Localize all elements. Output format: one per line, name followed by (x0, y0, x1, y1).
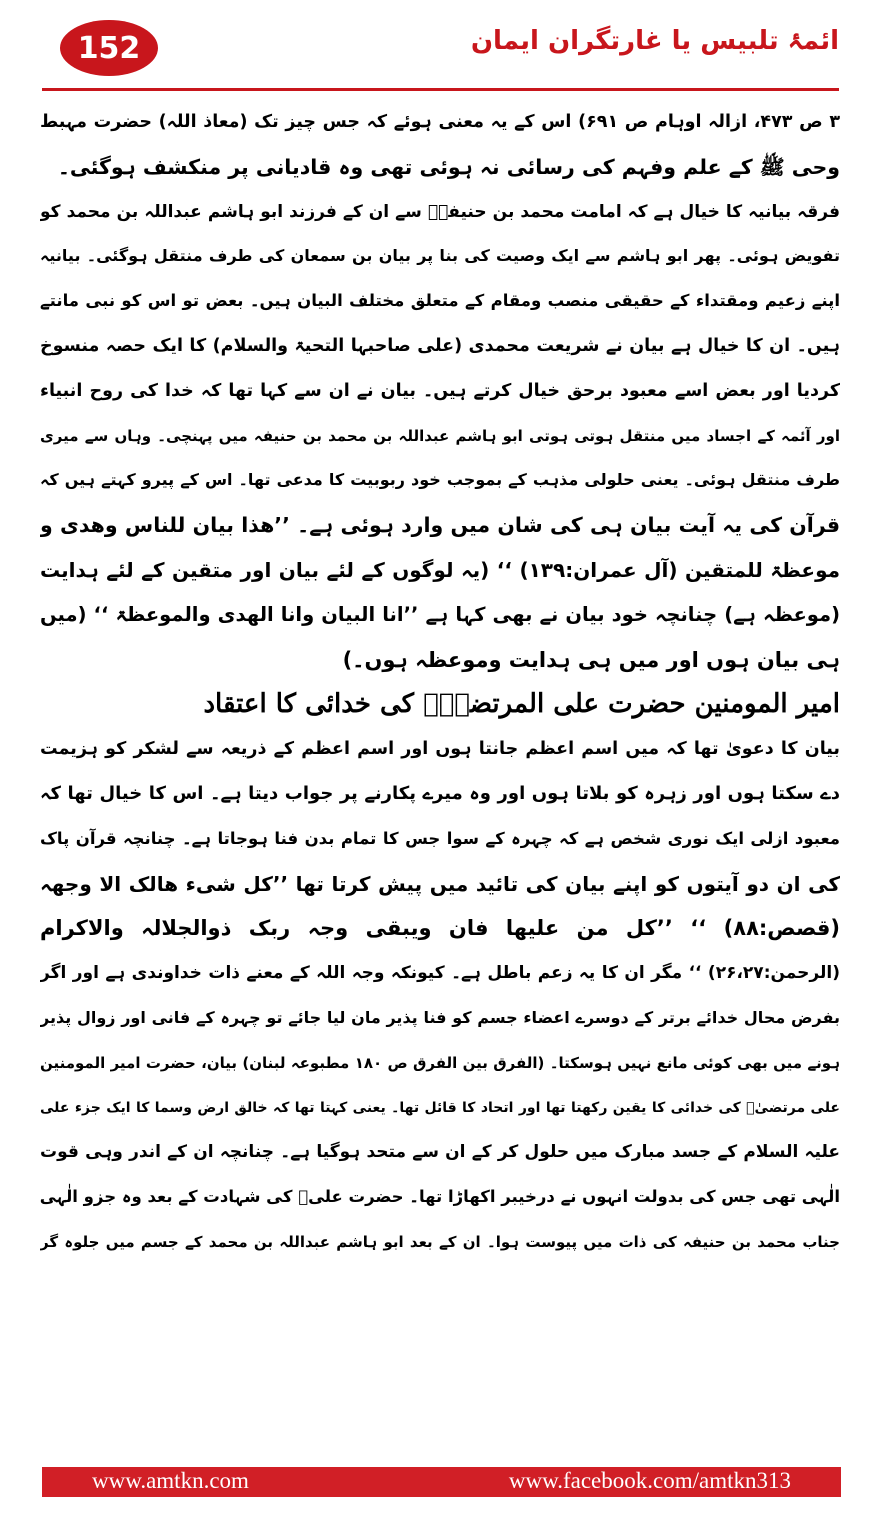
text-line: ہیں۔ ان کا خیال ہے بیان نے شریعت محمدی (علی صاحبہا التحیۃ والسلام) کا ایک حصہ منسوخ (40, 335, 840, 356)
text-line: ہی بیان ہوں اور میں ہی ہدایت وموعظہ ہوں۔) (342, 647, 840, 672)
section-heading: امیر المومنین حضرت علی المرتضیٰؓ کی خدائی کا اعتقاد (203, 689, 840, 720)
text-line: بیان کا دعویٰ تھا کہ میں اسم اعظم جانتا ہوں اور اسم اعظم کے ذریعہ سے لشکر کو ہزیمت (40, 739, 840, 760)
text-line: الٰہی تھی جس کی بدولت انہوں نے درخیبر اکھاڑا تھا۔ حضرت علیؓ کی شہادت کے بعد وہ جزو الٰہی (40, 1187, 840, 1207)
text-line: اور آئمہ کے اجساد میں منتقل ہوتی ہوتی ابو ہاشم عبداللہ بن محمد بن حنیفہ میں پہنچی۔ وہاں سے میری (40, 426, 840, 445)
text-line: (قصص:۸۸) ‘‘ ’’کل من علیھا فان ویبقی وجہ ربک ذوالجلالہ والاکرام (40, 916, 840, 941)
text-line: کردیا اور بعض اسے معبود برحق خیال کرتے ہیں۔ بیان نے ان سے کہا تھا کہ خدا کی روح انبیاء (40, 380, 840, 401)
text-line: طرف منتقل ہوئی۔ یعنی حلولی مذہب کے بموجب خود ربوبیت کا مدعی تھا۔ اس کے پیرو کہتے ہیں کہ (40, 470, 840, 490)
text-line: جناب محمد بن حنیفہ کی ذات میں پیوست ہوا۔ ان کے بعد ابو ہاشم عبداللہ بن محمد کے جسم میں جلوہ گر (40, 1232, 840, 1251)
text-line: وحی ﷺ کے علم وفہم کی رسائی نہ ہوئی تھی وہ قادیانی پر منکشف ہوگئی۔ (57, 154, 840, 179)
text-line: اپنے زعیم ومقتداء کے حقیقی منصب ومقام کے متعلق مختلف البیان ہیں۔ بعض تو اس کو نبی مانتے (40, 291, 840, 311)
facebook-link[interactable]: www.facebook.com/amtkn313 (508, 1468, 791, 1493)
book-title: ائمۂ تلبیس یا غارتگران ایمان (470, 26, 839, 56)
text-line: علی مرتضیٰؓ کی خدائی کا یقین رکھتا تھا اور اتحاد کا قائل تھا۔ یعنی کہتا تھا کہ خالق ارض وسما کا ایک جزء علی (40, 1099, 840, 1116)
text-line: تفویض ہوئی۔ پھر ابو ہاشم سے ایک وصیت کی بنا پر بیان بن سمعان کی طرف منتقل ہوگئی۔ بیانیہ (40, 246, 840, 266)
text-line: کی ان دو آیتوں کو اپنے بیان کی تائید میں پیش کرتا تھا ’’کل شیء ھالک الا وجھہ (40, 871, 840, 896)
page-header (0, 0, 881, 100)
text-line: ہونے میں بھی کوئی مانع نہیں ہوسکتا۔ (الفرق بین الفرق ص ۱۸۰ مطبوعہ لبنان) بیان، حضرت امیر المومنین (40, 1053, 840, 1072)
text-line: معبود ازلی ایک نوری شخص ہے کہ چہرہ کے سوا جس کا تمام بدن فنا ہوجاتا ہے۔ چنانچہ قرآن پاک (40, 828, 840, 848)
text-line: علیہ السلام کے جسد مبارک میں حلول کر کے ان سے متحد ہوگیا ہے۔ چنانچہ ان کے اندر وہی قوت (40, 1142, 840, 1163)
text-line: قرآن کی یہ آیت بیان ہی کی شان میں وارد ہوئی ہے۔ ’’ھذا بیان للناس وھدی و (40, 513, 840, 538)
text-line: ۳ ص ۴۷۳، ازالہ اوہام ص ۶۹۱) اس کے یہ معنی ہوئے کہ جس چیز تک (معاذ اللہ) حضرت مہبط (40, 112, 840, 132)
text-line: موعظۃ للمتقین (آل عمران:۱۳۹) ‘‘ (یہ لوگوں کے لئے بیان اور متقین کے لئے ہدایت (40, 557, 840, 582)
text-line: (موعظہ ہے) چنانچہ خود بیان نے بھی کہا ہے ’’انا البیان وانا الھدی والموعظۃ ‘‘ (میں (40, 602, 840, 626)
header-divider (42, 88, 839, 91)
page-number-badge: 152 (60, 20, 158, 76)
page-footer (42, 1467, 841, 1497)
text-line: دے سکتا ہوں اور زہرہ کو بلاتا ہوں اور وہ میرے پکارنے پر جواب دیتا ہے۔ اس کا خیال تھا کہ (40, 782, 840, 804)
text-line: فرقہ بیانیہ کا خیال ہے کہ امامت محمد بن حنیفہؒ سے ان کے فرزند ابو ہاشم عبداللہ بن محمد کو (40, 201, 840, 222)
page-body (40, 100, 840, 1265)
text-line: (الرحمن:۲۶،۲۷) ‘‘ مگر ان کا یہ زعم باطل ہے۔ کیونکہ وجہ اللہ کے معنے ذات خداوندی ہے اور اگر (40, 963, 840, 984)
text-line: بفرض محال خدائے برتر کے دوسرے اعضاء جسم کو فنا پذیر مان لیا جائے تو چہرہ کے فانی اور زوال پذیر (40, 1007, 840, 1027)
website-link[interactable]: www.amtkn.com (92, 1468, 249, 1493)
